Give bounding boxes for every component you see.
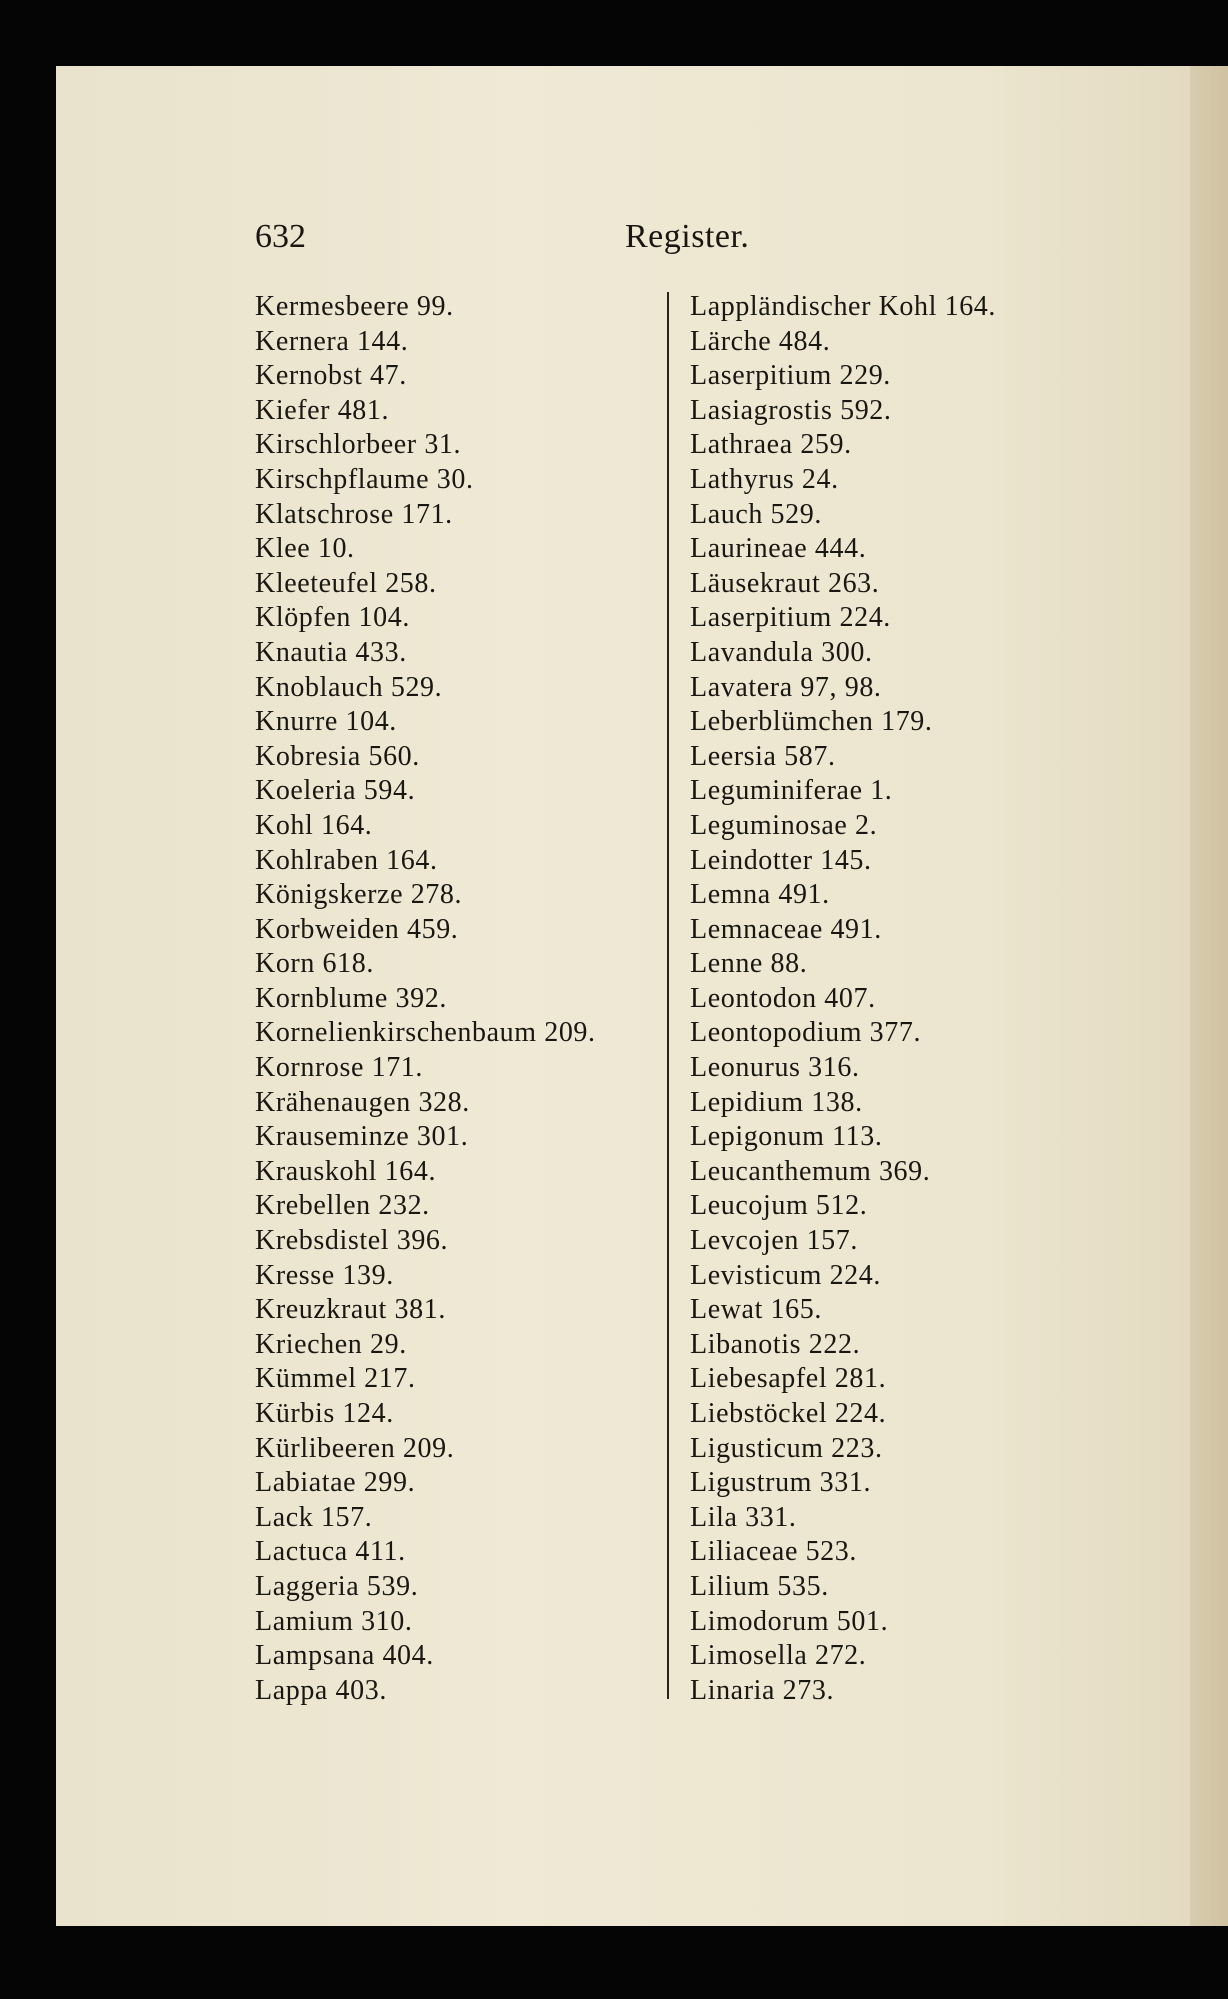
index-entry: Klatschrose 171. — [255, 498, 453, 530]
index-entry: Kirschpflaume 30. — [255, 463, 474, 495]
index-entry: Kiefer 481. — [255, 394, 390, 426]
index-entry: Lila 331. — [690, 1501, 797, 1533]
index-entry: Linaria 273. — [690, 1674, 835, 1706]
index-entry: Kernobst 47. — [255, 360, 407, 392]
index-entry: Limodorum 501. — [690, 1605, 889, 1637]
index-entry: Leucanthemum 369. — [690, 1155, 931, 1187]
index-entry: Leguminiferae 1. — [690, 775, 893, 807]
index-entry: Laurineae 444. — [690, 533, 867, 565]
index-entry: Lathyrus 24. — [690, 463, 839, 495]
index-entry: Leguminosae 2. — [690, 809, 878, 841]
index-entry: Leonurus 316. — [690, 1052, 860, 1084]
index-entry: Lathraea 259. — [690, 429, 852, 461]
index-entry: Krebellen 232. — [255, 1190, 430, 1222]
index-entry: Leersia 587. — [690, 740, 836, 772]
index-entry: Kobresia 560. — [255, 740, 420, 772]
index-entry: Lavatera 97, 98. — [690, 671, 882, 703]
index-entry: Knautia 433. — [255, 636, 407, 668]
index-entry: Limosella 272. — [690, 1640, 867, 1672]
index-entry: Levisticum 224. — [690, 1259, 881, 1291]
index-entry: Lärche 484. — [690, 325, 831, 357]
index-entry: Krähenaugen 328. — [255, 1086, 470, 1118]
index-entry: Korbweiden 459. — [255, 913, 459, 945]
index-entry: Lappa 403. — [255, 1674, 387, 1706]
index-entry: Ligustrum 331. — [690, 1467, 872, 1499]
index-entry: Leontodon 407. — [690, 982, 876, 1014]
index-entry: Kohlraben 164. — [255, 844, 438, 876]
index-entry: Levcojen 157. — [690, 1225, 858, 1257]
index-entry: Kresse 139. — [255, 1259, 394, 1291]
index-entry: Leindotter 145. — [690, 844, 872, 876]
index-entry: Kornblume 392. — [255, 982, 447, 1014]
index-entry: Lappländischer Kohl 164. — [690, 291, 996, 322]
index-entry: Kirschlorbeer 31. — [255, 429, 462, 461]
page-edge — [1190, 66, 1228, 1926]
index-entry: Knurre 104. — [255, 706, 397, 738]
index-entry: Krauseminze 301. — [255, 1121, 469, 1153]
index-entry: Kleeteufel 258. — [255, 567, 437, 599]
index-entry: Koeleria 594. — [255, 775, 416, 807]
index-entry: Krebsdistel 396. — [255, 1225, 449, 1257]
index-entry: Lepigonum 113. — [690, 1121, 883, 1153]
index-entry: Klöpfen 104. — [255, 602, 410, 634]
index-entry: Liebstöckel 224. — [690, 1398, 887, 1429]
index-entry: Lepidium 138. — [690, 1086, 863, 1118]
index-entry: Läusekraut 263. — [690, 567, 880, 599]
index-entry: Leucojum 512. — [690, 1190, 868, 1222]
index-entry: Lamium 310. — [255, 1605, 413, 1637]
index-entry: Liebesapfel 281. — [690, 1363, 887, 1395]
index-entry: Kernera 144. — [255, 325, 409, 357]
index-column-right — [690, 290, 1090, 1708]
page-number: 632 — [255, 218, 306, 255]
index-entry: Leontopodium 377. — [690, 1017, 922, 1049]
index-entry: Kümmel 217. — [255, 1363, 416, 1395]
index-entry: Laserpitium 224. — [690, 602, 891, 634]
index-entry: Lampsana 404. — [255, 1640, 434, 1672]
index-entry: Lemna 491. — [690, 879, 830, 911]
index-entry: Laggeria 539. — [255, 1570, 419, 1602]
index-entry: Kornelienkirschenbaum 209. — [255, 1017, 596, 1049]
index-entry: Lemnaceae 491. — [690, 913, 882, 945]
index-entry: Kriechen 29. — [255, 1328, 407, 1360]
index-entry: Labiatae 299. — [255, 1467, 416, 1499]
index-column-left — [255, 290, 655, 1708]
index-entry: Libanotis 222. — [690, 1328, 861, 1360]
index-entry: Kreuzkraut 381. — [255, 1294, 446, 1326]
index-entry: Lewat 165. — [690, 1294, 822, 1326]
index-entry: Lauch 529. — [690, 498, 822, 530]
index-entry: Klee 10. — [255, 533, 355, 565]
index-entry: Knoblauch 529. — [255, 671, 443, 703]
index-entry: Kohl 164. — [255, 809, 373, 841]
index-entry: Laserpitium 229. — [690, 360, 891, 392]
index-entry: Königskerze 278. — [255, 879, 463, 911]
index-entry: Korn 618. — [255, 948, 374, 980]
index-entry: Liliaceae 523. — [690, 1536, 857, 1568]
column-divider — [667, 292, 669, 1699]
index-entry: Lactuca 411. — [255, 1536, 406, 1568]
index-entry: Krauskohl 164. — [255, 1155, 437, 1187]
index-entry: Kürlibeeren 209. — [255, 1432, 455, 1464]
index-entry: Leberblümchen 179. — [690, 706, 933, 738]
page-title: Register. — [625, 218, 750, 255]
index-entry: Lavandula 300. — [690, 636, 873, 668]
index-entry: Kürbis 124. — [255, 1398, 394, 1429]
page-header — [255, 218, 775, 262]
index-entry: Lenne 88. — [690, 948, 808, 980]
index-entry: Ligusticum 223. — [690, 1432, 883, 1464]
index-entry: Kermesbeere 99. — [255, 291, 454, 322]
index-entry: Lilium 535. — [690, 1570, 829, 1602]
index-entry: Lasiagrostis 592. — [690, 394, 892, 426]
index-entry: Kornrose 171. — [255, 1052, 423, 1084]
index-entry: Lack 157. — [255, 1501, 373, 1533]
